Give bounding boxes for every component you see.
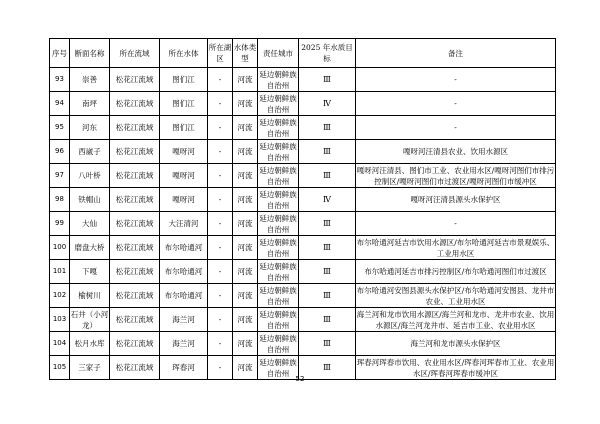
cell-water-body: 布尔哈通河	[160, 260, 208, 284]
cell-name: 南坪	[70, 92, 110, 116]
cell-water-type: 河流	[233, 308, 258, 332]
table-row	[50, 140, 556, 164]
cell-city: 延边朝鲜族自治州	[259, 93, 297, 114]
cell-water-body: 海兰河	[160, 332, 208, 356]
cell-lake-area: -	[208, 308, 233, 332]
header-name: 断面名称	[70, 39, 110, 68]
header-seq: 序号	[50, 39, 70, 68]
cell-target: Ⅲ	[299, 68, 356, 92]
cell-city: 延边朝鲜族自治州	[259, 165, 297, 186]
cell-name: 松月水库	[70, 332, 110, 356]
cell-water-type: 河流	[233, 116, 258, 140]
cell-basin: 松花江流域	[110, 116, 160, 140]
cell-basin: 松花江流域	[110, 140, 160, 164]
cell-note: 海兰河和龙市源头水保护区	[356, 332, 556, 356]
table-row	[50, 284, 556, 308]
cell-target: Ⅲ	[299, 284, 356, 308]
header-lake-area: 所在湖区	[208, 39, 233, 68]
cell-note: 布尔哈通河延吉市饮用水源区/布尔哈通河延吉市景观娱乐、工业用水区	[356, 237, 555, 258]
cell-city: 延边朝鲜族自治州	[259, 189, 297, 210]
cell-seq: 102	[50, 284, 70, 308]
cell-water-type: 河流	[233, 332, 258, 356]
cell-lake-area: -	[208, 116, 233, 140]
cell-basin: 松花江流域	[110, 188, 160, 212]
header-target: 2025 年水质目标	[299, 39, 356, 68]
cell-basin: 松花江流域	[110, 332, 160, 356]
cell-city: 延边朝鲜族自治州	[259, 357, 297, 378]
table-header-row	[50, 39, 556, 68]
header-basin: 所在流域	[110, 39, 160, 68]
cell-lake-area: -	[208, 284, 233, 308]
cell-lake-area: -	[208, 356, 233, 380]
cell-city: 延边朝鲜族自治州	[259, 213, 297, 234]
cell-seq: 105	[50, 356, 70, 380]
cell-city: 延边朝鲜族自治州	[259, 333, 297, 354]
cell-seq: 93	[50, 68, 70, 92]
cell-seq: 98	[50, 188, 70, 212]
cell-note: 珲春河珲春市饮用、农业用水区/珲春河珲春市工业、农业用水区/珲春河珲春市缓冲区	[356, 357, 555, 378]
cell-lake-area: -	[208, 260, 233, 284]
table-row	[50, 68, 556, 92]
header-note: 备注	[356, 39, 556, 68]
cell-seq: 94	[50, 92, 70, 116]
cell-water-body: 图们江	[160, 116, 208, 140]
cell-water-type: 河流	[233, 68, 258, 92]
table-row	[50, 260, 556, 284]
cell-seq: 101	[50, 260, 70, 284]
cell-water-body: 大汪清河	[160, 212, 208, 236]
cell-note: 海兰河和龙市饮用水源区/海兰河和龙市、龙井市农业、饮用水源区/海兰河龙井市、延吉市工业、农业用水区	[356, 309, 555, 330]
water-quality-table	[49, 38, 556, 380]
cell-target: Ⅳ	[299, 92, 356, 116]
cell-name: 八叶桥	[70, 164, 110, 188]
cell-name: 下嘎	[70, 260, 110, 284]
cell-note: 嘎呀河汪清县农业、饮用水源区	[356, 140, 556, 164]
cell-water-type: 河流	[233, 260, 258, 284]
cell-lake-area: -	[208, 140, 233, 164]
header-city: 责任城市	[258, 39, 299, 68]
cell-water-type: 河流	[233, 356, 258, 380]
cell-city: 延边朝鲜族自治州	[259, 117, 297, 138]
cell-city: 延边朝鲜族自治州	[259, 285, 297, 306]
cell-note: -	[356, 92, 556, 116]
table-row	[50, 188, 556, 212]
cell-name: 西崴子	[70, 140, 110, 164]
cell-name: 大仙	[70, 212, 110, 236]
cell-city: 延边朝鲜族自治州	[259, 261, 297, 282]
cell-note: -	[356, 212, 556, 236]
cell-basin: 松花江流域	[110, 284, 160, 308]
cell-water-type: 河流	[233, 236, 258, 260]
cell-basin: 松花江流域	[110, 164, 160, 188]
table-row	[50, 164, 556, 188]
cell-water-body: 图们江	[160, 92, 208, 116]
cell-name: 磨盘大桥	[70, 236, 110, 260]
cell-note: 布尔哈通河延吉市排污控制区/布尔哈通河图们市过渡区	[356, 260, 556, 284]
cell-seq: 100	[50, 236, 70, 260]
cell-water-type: 河流	[233, 140, 258, 164]
cell-water-body: 珲春河	[160, 356, 208, 380]
cell-lake-area: -	[208, 236, 233, 260]
table-row	[50, 332, 556, 356]
cell-seq: 104	[50, 332, 70, 356]
cell-note: 嘎呀河汪清县源头水保护区	[356, 188, 556, 212]
cell-water-type: 河流	[233, 212, 258, 236]
cell-target: Ⅳ	[299, 188, 356, 212]
cell-city: 延边朝鲜族自治州	[259, 69, 297, 90]
cell-name: 崇善	[70, 68, 110, 92]
cell-target: Ⅲ	[299, 116, 356, 140]
table-row	[50, 308, 556, 332]
cell-city: 延边朝鲜族自治州	[259, 309, 297, 330]
cell-name: 三家子	[70, 356, 110, 380]
cell-note: 布尔哈通河安图县源头水保护区/布尔哈通河安图县、龙井市农业、工业用水区	[356, 285, 555, 306]
table-row	[50, 92, 556, 116]
cell-water-body: 嘎呀河	[160, 140, 208, 164]
cell-lake-area: -	[208, 188, 233, 212]
cell-water-type: 河流	[233, 92, 258, 116]
cell-seq: 103	[50, 308, 70, 332]
cell-basin: 松花江流域	[110, 308, 160, 332]
cell-water-body: 海兰河	[160, 308, 208, 332]
cell-name: 石井（小河龙）	[70, 309, 109, 330]
cell-basin: 松花江流域	[110, 236, 160, 260]
cell-city: 延边朝鲜族自治州	[259, 141, 297, 162]
cell-target: Ⅲ	[299, 164, 356, 188]
table-row	[50, 212, 556, 236]
cell-water-type: 河流	[233, 188, 258, 212]
cell-basin: 松花江流域	[110, 92, 160, 116]
cell-city: 延边朝鲜族自治州	[259, 237, 297, 258]
cell-target: Ⅲ	[299, 260, 356, 284]
cell-lake-area: -	[208, 68, 233, 92]
cell-basin: 松花江流域	[110, 356, 160, 380]
cell-lake-area: -	[208, 92, 233, 116]
cell-seq: 97	[50, 164, 70, 188]
cell-seq: 96	[50, 140, 70, 164]
cell-water-type: 河流	[233, 284, 258, 308]
cell-name: 铁帽山	[70, 188, 110, 212]
cell-note: -	[356, 68, 556, 92]
page-number: 52	[295, 375, 305, 383]
cell-target: Ⅲ	[299, 236, 356, 260]
cell-target: Ⅲ	[299, 140, 356, 164]
cell-name: 榆树川	[70, 284, 110, 308]
cell-seq: 99	[50, 212, 70, 236]
table-row	[50, 116, 556, 140]
cell-water-type: 河流	[233, 164, 258, 188]
cell-water-body: 嘎呀河	[160, 188, 208, 212]
cell-lake-area: -	[208, 164, 233, 188]
cell-basin: 松花江流域	[110, 68, 160, 92]
cell-water-body: 布尔哈通河	[160, 236, 208, 260]
header-water-type: 水体类型	[233, 39, 258, 68]
cell-water-body: 布尔哈通河	[160, 284, 208, 308]
cell-name: 河东	[70, 116, 110, 140]
cell-target: Ⅲ	[299, 212, 356, 236]
cell-basin: 松花江流域	[110, 212, 160, 236]
header-water-body: 所在水体	[160, 39, 208, 68]
cell-target: Ⅲ	[299, 308, 356, 332]
cell-target: Ⅲ	[299, 356, 356, 380]
table-body	[50, 68, 556, 380]
cell-basin: 松花江流域	[110, 260, 160, 284]
cell-lake-area: -	[208, 212, 233, 236]
cell-water-body: 嘎呀河	[160, 164, 208, 188]
cell-note: 嘎呀河汪清县、图们市工业、农业用水区/嘎呀河图们市排污控制区/嘎呀河图们市过渡区/嘎呀河图们市缓冲区	[356, 165, 555, 186]
cell-note: -	[356, 116, 556, 140]
cell-water-body: 图们江	[160, 68, 208, 92]
cell-target: Ⅲ	[299, 332, 356, 356]
cell-lake-area: -	[208, 332, 233, 356]
cell-seq: 95	[50, 116, 70, 140]
table-row	[50, 236, 556, 260]
